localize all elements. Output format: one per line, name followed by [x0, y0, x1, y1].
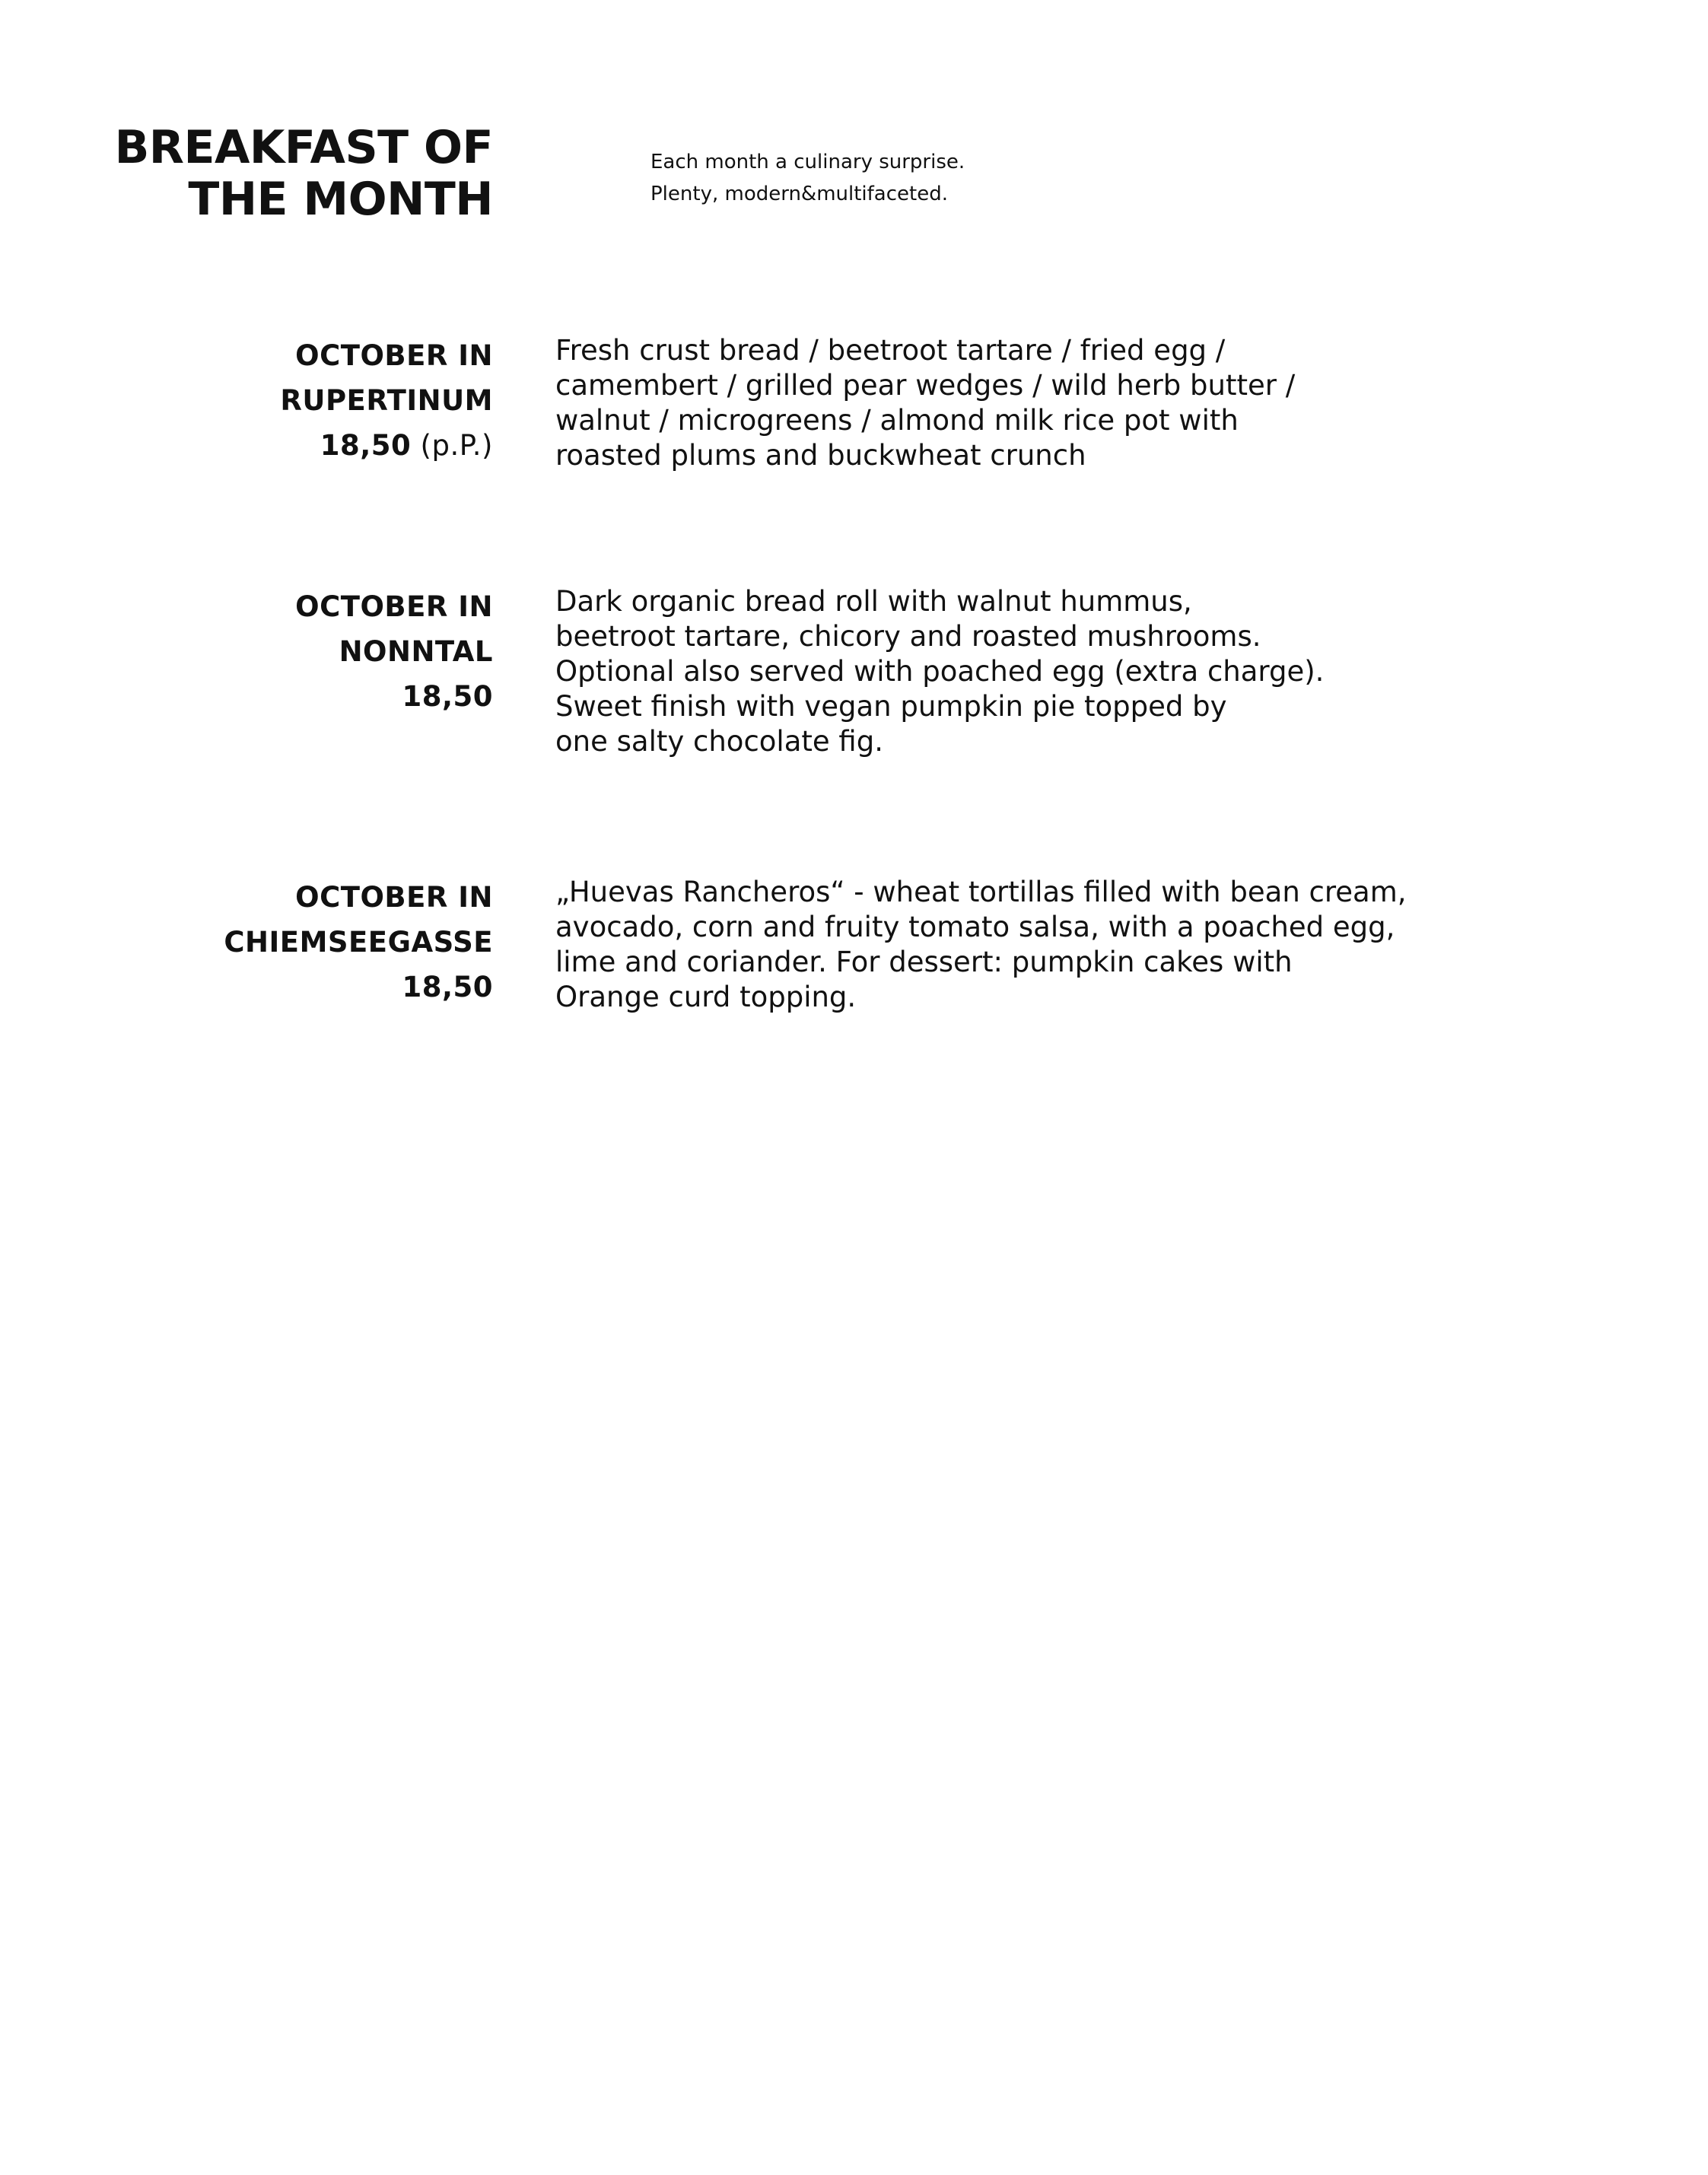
entry-heading-line-2: NONNTAL: [339, 635, 493, 668]
description-line: beetroot tartare, chicory and roasted mushrooms.: [555, 620, 1261, 653]
description-line: Dark organic bread roll with walnut hummus,: [555, 585, 1192, 618]
entry-heading-line-1: OCTOBER IN: [295, 881, 493, 914]
description-line: one salty chocolate fig.: [555, 725, 883, 758]
entry-description: [555, 333, 1295, 473]
entry-heading-line-2: RUPERTINUM: [280, 384, 493, 417]
entry-heading: [295, 584, 493, 719]
entry-heading-line-1: OCTOBER IN: [295, 339, 493, 372]
entry-description: [555, 875, 1407, 1015]
description-line: roasted plums and buckwheat crunch: [555, 439, 1086, 472]
page-title-line-1: BREAKFAST OF: [114, 121, 493, 174]
description-line: Optional also served with poached egg (extra charge).: [555, 655, 1325, 688]
page-title: [115, 122, 493, 225]
description-line: lime and coriander. For dessert: pumpkin cakes with: [555, 946, 1293, 978]
description-line: „Huevas Rancheros“ - wheat tortillas filled with bean cream,: [555, 876, 1407, 908]
entry-heading: [224, 875, 493, 1010]
description-line: Fresh crust bread / beetroot tartare / fried egg /: [555, 334, 1226, 367]
tagline-line-1: Each month a culinary surprise.: [650, 151, 965, 173]
entry-description: [555, 584, 1324, 759]
description-line: Orange curd topping.: [555, 981, 857, 1013]
tagline: [650, 146, 965, 210]
entry-heading-line-1: OCTOBER IN: [295, 590, 493, 623]
entry-heading: [280, 333, 493, 468]
description-line: Sweet finish with vegan pumpkin pie topped by: [555, 690, 1227, 723]
description-line: camembert / grilled pear wedges / wild herb butter /: [555, 369, 1296, 402]
page-title-line-2: THE MONTH: [188, 173, 493, 226]
entry-price-line: [280, 423, 493, 468]
entry-price-note: (p.P.): [411, 429, 493, 462]
description-line: avocado, corn and fruity tomato salsa, with a poached egg,: [555, 911, 1395, 943]
tagline-line-2: Plenty, modern&multifaceted.: [650, 183, 948, 205]
entry-price: 18,50: [402, 971, 493, 1003]
entry-price: 18,50: [320, 429, 412, 462]
description-line: walnut / microgreens / almond milk rice pot with: [555, 404, 1239, 437]
entry-price: 18,50: [402, 680, 493, 713]
entry-heading-line-2: CHIEMSEEGASSE: [224, 926, 493, 959]
